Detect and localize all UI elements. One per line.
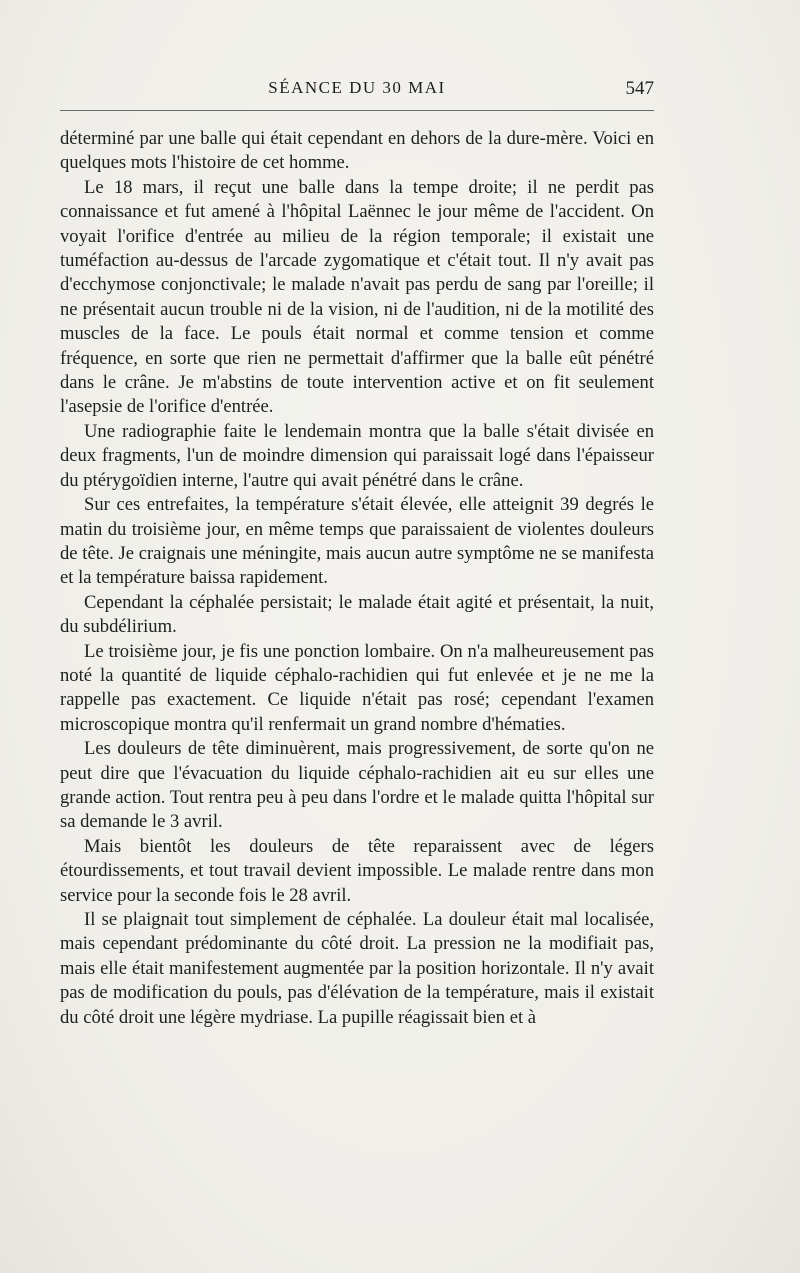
paragraph-2: Le 18 mars, il reçut une balle dans la tempe droite; il ne perdit pas connaissance et fut amené à l'hôpital Laënnec le jour même de l'accident. On voyait l'orifice d'entrée au milieu de la région temporale; il existait une tuméfaction au-dessus de l'arcade zygomatique et c'était tout. Il n'y avait pas d'ecchymose conjonctivale; le malade n'avait pas perdu de sang par l'oreille; il ne présentait aucun trouble ni de la vision, ni de l'audition, ni de la motilité des muscles de la face. Le pouls était normal et comme tension et comme fréquence, en sorte que rien ne permettait d'affirmer que la balle eût pénétré dans le crâne. Je m'abstins de toute intervention active et on fit seulement l'asepsie de l'orifice d'entrée. (60, 176, 654, 418)
header-rule (60, 110, 654, 111)
page-header (60, 76, 654, 104)
paragraph-1: déterminé par une balle qui était cependant en dehors de la dure-mère. Voici en quelques mots l'histoire de cet homme. (60, 128, 654, 174)
paragraph-5: Cependant la céphalée persistait; le malade était agité et présentait, la nuit, du subdélirium. (60, 591, 654, 638)
paragraph-8: Mais bientôt les douleurs de tête reparaissent avec de légers étourdissements, et tout travail devient impossible. Le malade rentre dans mon service pour la seconde fois le 28 avril. (60, 835, 654, 906)
paragraph-4: Sur ces entrefaites, la température s'était élevée, elle atteignit 39 degrés le matin du troisième jour, en même temps que paraissaient de violentes douleurs de tête. Je craignais une méningite, mais aucun autre symptôme ne se manifesta et la température baissa rapidement. (60, 494, 654, 589)
paragraph-6: Le troisième jour, je fis une ponction lombaire. On n'a malheureusement pas noté la quantité de liquide céphalo-rachidien qui fut enlevée et je ne me la rappelle pas exactement. Ce liquide n'était pas rosé; cependant l'examen microscopique montra qu'il renfermait un grand nombre d'hématies. (60, 640, 654, 735)
paragraph-7: Les douleurs de tête diminuèrent, mais progressivement, de sorte qu'on ne peut dire que l'évacuation du liquide céphalo-rachidien ait eu sur elles une grande action. Tout rentra peu à peu dans l'ordre et le malade quitta l'hôpital sur sa demande le 3 avril. (60, 738, 654, 833)
running-title: SÉANCE DU 30 MAI (268, 78, 446, 97)
paragraph-3: Une radiographie faite le lendemain montra que la balle s'était divisée en deux fragments, l'un de moindre dimension qui paraissait logé dans l'épaisseur du ptérygoïdien interne, l'autre qui avait pénétré dans le crâne. (60, 420, 654, 491)
paragraph-9: Il se plaignait tout simplement de céphalée. La douleur était mal localisée, mais cependant prédominante du côté droit. La pression ne la modifiait pas, mais elle était manifestement augmentée par la position horizontale. Il n'y avait pas de modification du pouls, pas d'élévation de la température, mais il existait du côté droit une légère mydriase. La pupille réagissait bien et à (60, 909, 654, 1028)
page-number: 547 (625, 78, 654, 99)
body-text (60, 127, 654, 1030)
